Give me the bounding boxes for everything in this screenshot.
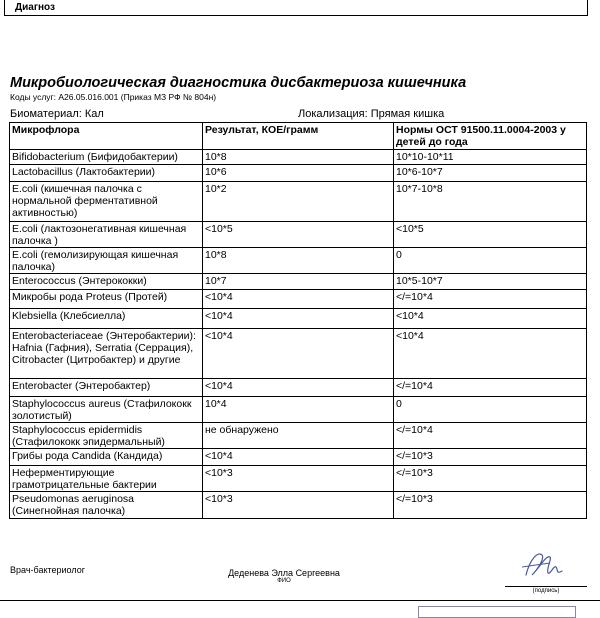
document-title: Микробиологическая диагностика дисбактериоза кишечника [10,75,467,91]
table-row [10,309,587,329]
cell-microflora: Неферментирующие грамотрицательные бактерии [10,466,203,492]
table-row [10,329,587,379]
footer-divider [0,600,600,601]
cell-result: <10*4 [203,329,394,379]
cell-result: не обнаружено [203,423,394,449]
cell-microflora: Enterobacter (Энтеробактер) [10,379,203,397]
cell-result: 10*7 [203,274,394,290]
col-header-result: Результат, КОЕ/грамм [203,123,394,150]
cell-norm: </=10*3 [394,492,587,519]
cell-result: <10*5 [203,222,394,248]
cell-result: 10*4 [203,397,394,423]
table-row [10,274,587,290]
cell-result: <10*3 [203,492,394,519]
table-row [10,248,587,274]
signer-name: Деденева Элла Сергеевна [228,568,340,578]
signature-line [505,586,587,587]
service-codes: Коды услуг: A26.05.016.001 (Приказ МЗ РФ № 804н) [10,92,217,102]
cell-result: 10*2 [203,182,394,222]
handwritten-signature-icon [520,545,568,585]
cell-microflora: E.coli (гемолизирующая кишечная палочка) [10,248,203,274]
cell-norm: 10*5-10*7 [394,274,587,290]
cell-microflora: Микробы рода Proteus (Протей) [10,290,203,309]
cell-microflora: Klebsiella (Клебсиелла) [10,309,203,329]
table-row [10,466,587,492]
table-row [10,290,587,309]
table-row [10,449,587,466]
fio-caption: ФИО [277,578,291,584]
table-row [10,165,587,182]
cell-result: <10*4 [203,379,394,397]
cell-norm: 0 [394,248,587,274]
cell-microflora: Lactobacillus (Лактобактерии) [10,165,203,182]
cell-norm: </=10*4 [394,423,587,449]
cell-microflora: E.coli (лактозонегативная кишечная палочка ) [10,222,203,248]
table-row [10,423,587,449]
cell-microflora: Pseudomonas aeruginosa (Синегнойная палочка) [10,492,203,519]
cell-result: 10*6 [203,165,394,182]
diagnosis-label: Диагноз [15,2,55,13]
localization: Локализация: Прямая кишка [298,108,445,120]
cell-result: 10*8 [203,248,394,274]
cell-microflora: Enterobacteriaceae (Энтеробактерии): Hafnia (Гафния), Serratia (Серрация), Citrobacter (Цитробактер) и другие [10,329,203,379]
microflora-table [9,122,587,519]
table-header-row [10,123,587,150]
cell-norm: 10*10-10*11 [394,150,587,165]
cell-norm: 0 [394,397,587,423]
cell-norm: </=10*3 [394,449,587,466]
cell-result: <10*4 [203,290,394,309]
table-row [10,492,587,519]
table-row [10,222,587,248]
cell-norm: <10*4 [394,329,587,379]
cell-microflora: E.coli (кишечная палочка с нормальной ферментативной активностью) [10,182,203,222]
biomaterial: Биоматериал: Кал [10,108,104,120]
cell-microflora: Enterococcus (Энтерококки) [10,274,203,290]
diagnosis-box [4,0,588,16]
table-row [10,397,587,423]
cell-microflora: Staphylococcus epidermidis (Стафилококк эпидермальный) [10,423,203,449]
table-row [10,182,587,222]
cell-microflora: Грибы рода Candida (Кандида) [10,449,203,466]
cell-norm: 10*6-10*7 [394,165,587,182]
signature-caption: (подпись) [532,588,560,594]
table-row [10,379,587,397]
col-header-microflora: Микрофлора [10,123,203,150]
cell-result: 10*8 [203,150,394,165]
cell-norm: <10*5 [394,222,587,248]
cell-result: <10*4 [203,449,394,466]
cell-norm: </=10*4 [394,290,587,309]
cell-norm: </=10*3 [394,466,587,492]
signer-role: Врач-бактериолог [10,565,86,575]
cell-norm: 10*7-10*8 [394,182,587,222]
footer-box [418,606,576,618]
cell-norm: </=10*4 [394,379,587,397]
table-row [10,150,587,165]
cell-microflora: Bifidobacterium (Бифидобактерии) [10,150,203,165]
cell-result: <10*3 [203,466,394,492]
cell-microflora: Staphylococcus aureus (Стафилококк золотистый) [10,397,203,423]
cell-result: <10*4 [203,309,394,329]
col-header-norm: Нормы ОСТ 91500.11.0004-2003 у детей до года [394,123,587,150]
cell-norm: <10*4 [394,309,587,329]
